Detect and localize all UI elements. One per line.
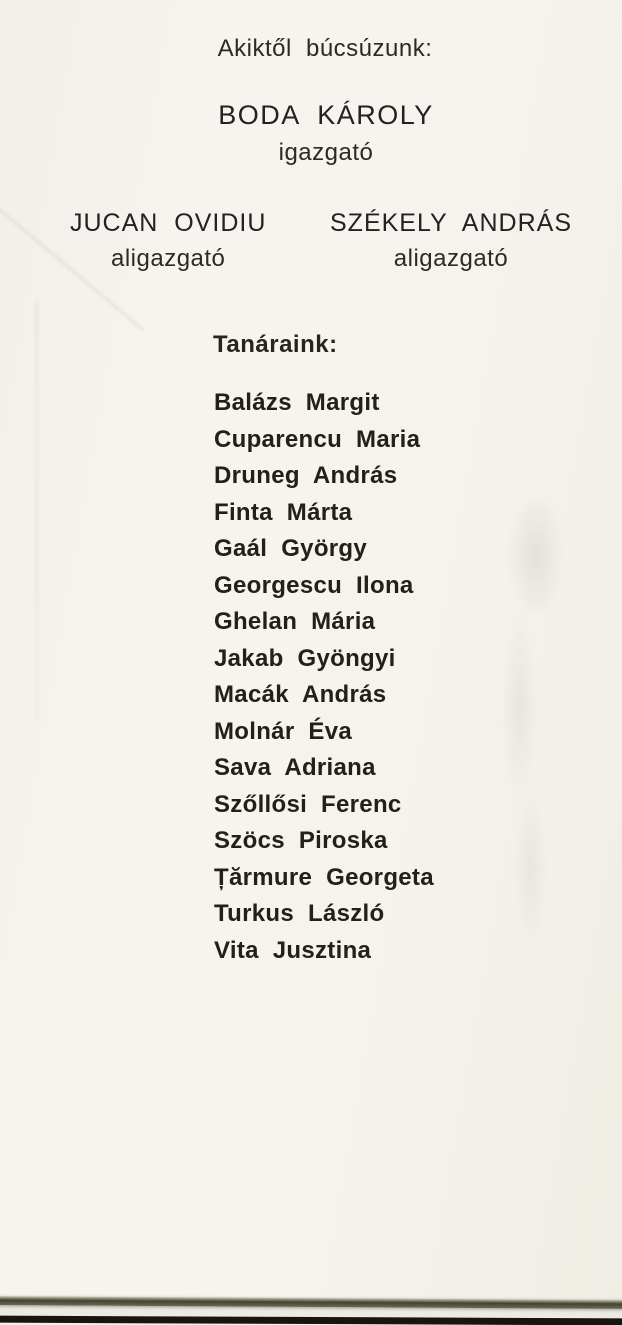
teacher-name: Jakab Gyöngyi: [214, 644, 396, 672]
director-block: [15, 100, 622, 167]
teacher-name: Balázs Margit: [214, 389, 380, 416]
teacher-name: Ghelan Mária: [214, 608, 376, 635]
director-role: igazgató: [278, 139, 374, 166]
scan-page-bottom-edge: [0, 1282, 622, 1322]
teacher-name: Vita Jusztina: [214, 936, 372, 964]
teacher-name: Turkus László: [214, 900, 385, 927]
director-name: BODA KÁROLY: [218, 100, 434, 130]
deputy-role: aligazgató: [110, 245, 226, 272]
paper-crease-vertical: [36, 300, 38, 720]
teacher-name: Cuparencu Maria: [214, 425, 421, 453]
teacher-name: Macák András: [214, 681, 387, 708]
deputy-name: JUCAN OVIDIU: [70, 209, 267, 237]
deputy-role: aligazgató: [393, 245, 509, 272]
deputies-row: [0, 208, 622, 273]
page-title: Akiktől búcsúzunk:: [217, 35, 433, 62]
teacher-name: Țărmure Georgeta: [214, 863, 434, 891]
teacher-name: Szöcs Piroska: [214, 827, 388, 854]
teacher-name: Druneg András: [214, 462, 398, 489]
deputy-name: SZÉKELY ANDRÁS: [330, 209, 572, 237]
teacher-name: Molnár Éva: [214, 717, 353, 745]
teacher-name: Gaál György: [214, 535, 368, 562]
ink-bleed-through-marks: [470, 500, 580, 960]
deputy-block-right: [330, 208, 572, 273]
teacher-name: Sava Adriana: [214, 754, 376, 781]
teacher-name: Finta Márta: [214, 498, 353, 526]
scan-border-line: [0, 1316, 622, 1325]
teacher-name: Szőllősi Ferenc: [214, 790, 402, 818]
teacher-name: Georgescu Ilona: [214, 571, 414, 599]
teachers-heading: Tanáraink:: [213, 331, 338, 358]
deputy-block-left: [70, 208, 266, 273]
